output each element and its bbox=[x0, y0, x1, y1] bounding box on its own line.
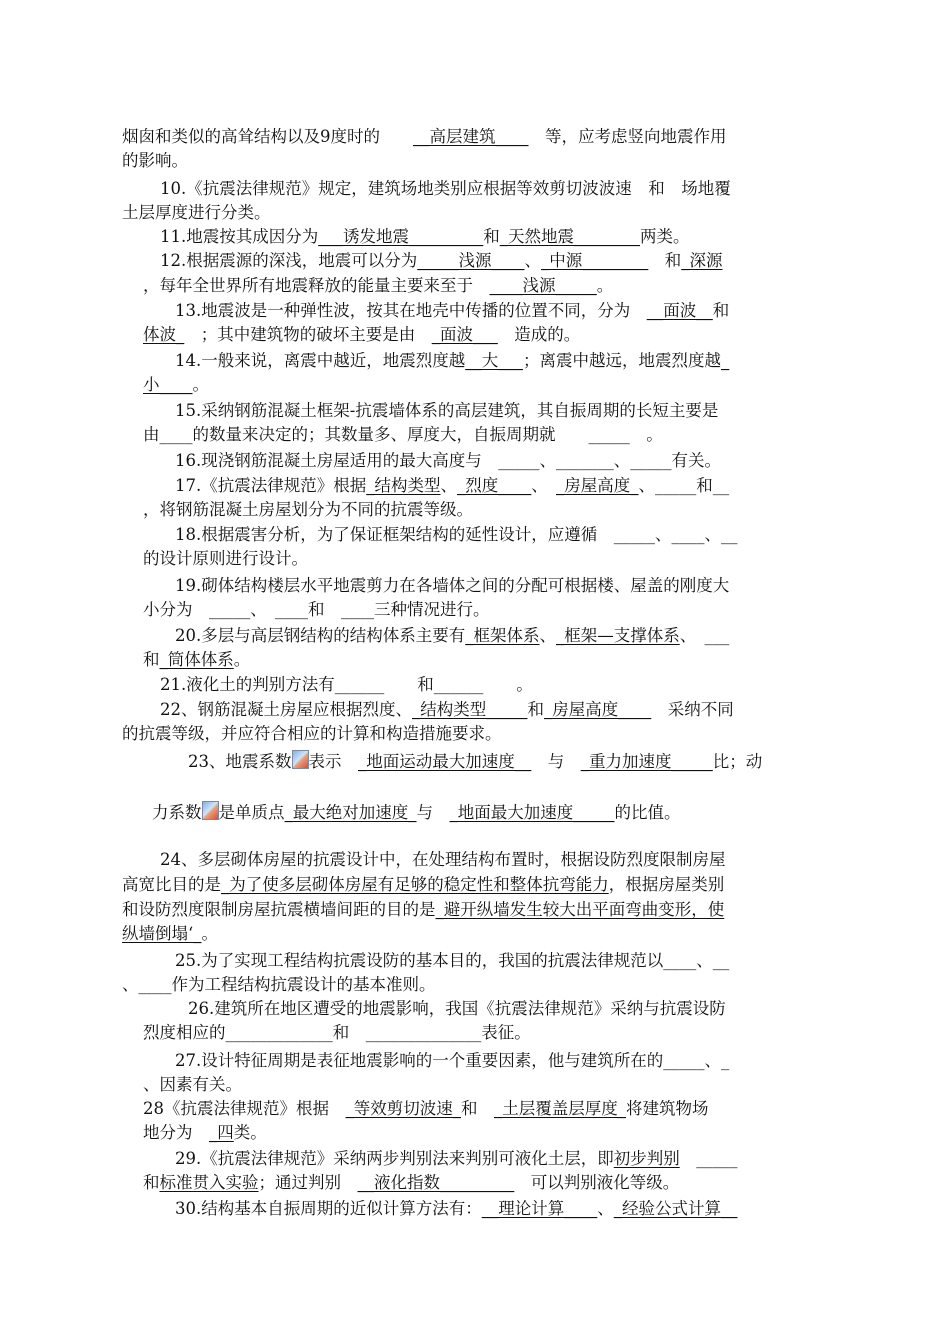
answer-blank: _____浅源____ bbox=[417, 251, 525, 270]
text-run: ，根据房屋类别 bbox=[608, 875, 725, 894]
text-run: 和 bbox=[143, 650, 160, 669]
answer-blank: __大___ bbox=[465, 351, 523, 370]
text-run: 两类。 bbox=[640, 227, 690, 246]
text-line bbox=[175, 399, 718, 423]
text-run: 10.《抗震法律规范》规定，建筑场地类别应根据等效剪切波波速 和 场地覆 bbox=[160, 179, 731, 198]
text-run: 、____作为工程结构抗震设计的基本准则。 bbox=[122, 975, 436, 994]
text-line bbox=[143, 547, 308, 571]
text-run: 和 bbox=[712, 301, 730, 320]
text-run: 24、多层砌体房屋的抗震设计中，在处理结构布置时，根据设防烈度限制房屋 bbox=[160, 850, 726, 869]
text-run: 比；动 bbox=[712, 752, 763, 771]
text-run: 力系数 bbox=[152, 803, 202, 822]
answer-blank: _房屋高度_ bbox=[556, 476, 639, 495]
formula-image-icon bbox=[292, 750, 309, 769]
text-run: 13.地震波是一种弹性波，按其在地壳中传播的位置不同，分为 bbox=[175, 301, 647, 320]
answer-blank: _重力加速度_____ bbox=[580, 752, 713, 771]
text-run: 与 bbox=[531, 752, 581, 771]
answer-blank: _天然地震________ bbox=[499, 227, 640, 246]
answer-blank: _烈度____ bbox=[457, 476, 532, 495]
text-line bbox=[143, 274, 613, 298]
text-line bbox=[143, 648, 250, 672]
text-run: 是单质点 bbox=[218, 803, 285, 822]
text-run: 。 bbox=[596, 276, 614, 295]
text-run: 28《抗震法律规范》根据 bbox=[143, 1099, 346, 1118]
text-run: 类。 bbox=[233, 1123, 267, 1142]
text-line bbox=[175, 474, 729, 498]
answer-blank: ____浅源_____ bbox=[489, 276, 597, 295]
text-run: 。 bbox=[192, 375, 209, 394]
text-run: 18.根据震害分析，为了保证框架结构的延性设计，应遵循 _____、____、__ bbox=[175, 525, 738, 544]
text-line bbox=[175, 523, 738, 547]
text-line bbox=[175, 949, 729, 973]
text-run: 烈度相应的_____________和 ______________表征。 bbox=[143, 1023, 531, 1042]
text-run: 与 bbox=[416, 803, 450, 822]
answer-blank: _筒体体系 bbox=[159, 650, 234, 669]
text-line bbox=[175, 1049, 729, 1073]
text-line bbox=[122, 898, 724, 922]
text-run: 等，应考虑竖向地震作用 bbox=[528, 127, 727, 146]
text-run: 、 bbox=[440, 476, 457, 495]
text-run: 和 bbox=[461, 1099, 494, 1118]
text-run: 、 bbox=[531, 476, 556, 495]
text-run: 30.结构基本自振周期的近似计算方法有： bbox=[175, 1199, 482, 1218]
text-line bbox=[143, 1021, 531, 1045]
text-run: 、 bbox=[539, 626, 556, 645]
text-run: 的抗震等级，并应符合相应的计算和构造措施要求。 bbox=[122, 724, 502, 743]
text-run: 和 bbox=[143, 1173, 160, 1192]
text-line bbox=[175, 624, 729, 648]
text-run: 的影响。 bbox=[122, 151, 188, 170]
text-run: 。 bbox=[233, 650, 251, 669]
text-run: 11.地震按其成因分为 bbox=[160, 227, 319, 246]
text-run: 和 bbox=[648, 251, 682, 270]
text-run: 将建筑物场 bbox=[626, 1099, 709, 1118]
text-line bbox=[160, 698, 734, 722]
text-run: 17.《抗震法律规范》根据 bbox=[175, 476, 367, 495]
answer-blank: _最大绝对加速度_ bbox=[284, 803, 417, 822]
text-run: 20.多层与高层钢结构的结构体系主要有 bbox=[175, 626, 466, 645]
answer-blank: _为了使多层砌体房屋有足够的稳定性和整体抗弯能力 bbox=[221, 875, 609, 894]
answer-blank: _结构类型_____ bbox=[412, 700, 528, 719]
answer-blank: 标准贯入实验 bbox=[159, 1173, 259, 1192]
text-line bbox=[143, 373, 209, 397]
text-line bbox=[122, 149, 188, 173]
answer-blank: _框架—支撑体系 bbox=[556, 626, 680, 645]
text-line bbox=[122, 922, 218, 946]
text-run: 、因素有关。 bbox=[143, 1075, 242, 1094]
text-run: 采纳不同 bbox=[651, 700, 734, 719]
text-run: 、 bbox=[524, 251, 541, 270]
text-run: ；离震中越远，地震烈度越 bbox=[523, 351, 721, 370]
text-run: 22、钢筋混凝土房屋应根据烈度、 bbox=[160, 700, 412, 719]
text-line bbox=[122, 973, 436, 997]
text-run: 表示 bbox=[308, 752, 358, 771]
text-run: ；通过判别 bbox=[258, 1173, 358, 1192]
answer-blank: _房屋高度____ bbox=[544, 700, 652, 719]
text-run: 12.根据震源的深浅，地震可以分为 bbox=[160, 251, 418, 270]
text-run: 和设防烈度限制房屋抗震横墙间距的目的是 bbox=[122, 900, 436, 919]
text-run: 和 bbox=[483, 227, 500, 246]
text-run: 可以判别液化等级。 bbox=[514, 1173, 680, 1192]
text-line bbox=[122, 201, 271, 225]
text-line bbox=[143, 1171, 679, 1195]
text-run: 高宽比目的是 bbox=[122, 875, 221, 894]
text-run: 的设计原则进行设计。 bbox=[143, 549, 308, 568]
answer-blank: 初步判别 bbox=[613, 1149, 680, 1168]
text-line bbox=[122, 722, 502, 746]
text-run: ，将钢筋混凝土房屋划分为不同的抗震等级。 bbox=[143, 500, 473, 519]
text-run: 15.采纳钢筋混凝土框架-抗震墙体系的高层建筑，其自振周期的长短主要是 bbox=[175, 401, 719, 420]
text-line bbox=[175, 349, 729, 373]
answer-blank: _地面最大加速度_____ bbox=[449, 803, 615, 822]
text-line bbox=[160, 249, 723, 273]
text-line bbox=[160, 673, 533, 697]
answer-blank: 体波_ bbox=[143, 325, 185, 344]
answer-blank: _地面运动最大加速度__ bbox=[358, 752, 532, 771]
text-run: 19.砌体结构楼层水平地震剪力在各墙体之间的分配可根据楼、屋盖的刚度大 bbox=[175, 576, 730, 595]
text-run: 16.现浇钢筋混凝土房屋适用的最大高度与 _____、_______、_____有关。 bbox=[175, 451, 721, 470]
text-line bbox=[143, 598, 490, 622]
text-run: ；其中建筑物的破坏主要是由 bbox=[184, 325, 432, 344]
text-line bbox=[188, 750, 762, 774]
answer-blank: _四 bbox=[209, 1123, 234, 1142]
text-run: 土层厚度进行分类。 bbox=[122, 203, 271, 222]
answer-blank: _ bbox=[721, 351, 730, 370]
answer-blank: _中源________ bbox=[541, 251, 649, 270]
text-line bbox=[160, 225, 690, 249]
answer-blank: 小____ bbox=[143, 375, 193, 394]
answer-blank: __高层建筑____ bbox=[413, 127, 529, 146]
answer-blank: _土层覆盖层厚度_ bbox=[494, 1099, 626, 1118]
text-run: ，每年全世界所有地震释放的能量主要来至于 bbox=[143, 276, 490, 295]
text-line bbox=[175, 574, 729, 598]
text-run: 21.液化土的判别方法有______ 和______ 。 bbox=[160, 675, 533, 694]
text-line bbox=[175, 1197, 738, 1221]
answer-blank: _面波___ bbox=[431, 325, 498, 344]
text-run: _____ bbox=[679, 1149, 738, 1168]
text-line bbox=[175, 449, 721, 473]
answer-blank: 纵墙倒塌‘_ bbox=[122, 924, 202, 943]
text-run: 。 bbox=[201, 924, 218, 943]
text-run: 小分为 _____、 ____和 ____三种情况进行。 bbox=[143, 600, 490, 619]
text-line bbox=[175, 299, 729, 323]
text-line bbox=[143, 1121, 267, 1145]
text-line bbox=[143, 423, 663, 447]
text-run: 和 bbox=[527, 700, 544, 719]
text-line bbox=[143, 323, 580, 347]
answer-blank: _避开纵墙发生较大出平面弯曲变形，使 bbox=[435, 900, 725, 919]
text-run: 烟囱和类似的高耸结构以及9度时的 bbox=[122, 127, 413, 146]
text-line bbox=[143, 498, 473, 522]
answer-blank: __液化指数_________ bbox=[357, 1173, 515, 1192]
answer-blank: __理论计算____ bbox=[481, 1199, 598, 1218]
text-line bbox=[122, 873, 724, 897]
answer-blank: _框架体系 bbox=[465, 626, 540, 645]
text-line bbox=[160, 848, 726, 872]
text-run: 26.建筑所在地区遭受的地震影响，我国《抗震法律规范》采纳与抗震设防 bbox=[188, 999, 726, 1018]
text-run: 23、地震系数 bbox=[188, 752, 292, 771]
text-line bbox=[175, 1147, 738, 1171]
answer-blank: _深源 bbox=[681, 251, 723, 270]
text-run: 的比值。 bbox=[614, 803, 681, 822]
text-run: 由____的数量来决定的；其数量多、厚度大，自振周期就 _____ 。 bbox=[143, 425, 663, 444]
text-run: 29.《抗震法律规范》采纳两步判别法来判别可液化土层，即 bbox=[175, 1149, 614, 1168]
text-line bbox=[122, 125, 727, 149]
text-run: 25.为了实现工程结构抗震设防的基本目的，我国的抗震法律规范以____、__ bbox=[175, 951, 730, 970]
text-run: 27.设计特征周期是表征地震影响的一个重要因素，他与建筑所在的_____、_ bbox=[175, 1051, 730, 1070]
text-run: 、 bbox=[597, 1199, 614, 1218]
text-line bbox=[143, 1097, 709, 1121]
text-line bbox=[188, 997, 726, 1021]
text-run: 地分为 bbox=[143, 1123, 209, 1142]
text-run: 、 ___ bbox=[679, 626, 730, 645]
text-run: 14.一般来说，离震中越近，地震烈度越 bbox=[175, 351, 466, 370]
answer-blank: _结构类型 bbox=[366, 476, 441, 495]
text-run: 、_____和__ bbox=[638, 476, 730, 495]
text-run: 造成的。 bbox=[497, 325, 581, 344]
text-line bbox=[160, 177, 731, 201]
answer-blank: _等效剪切波速_ bbox=[345, 1099, 461, 1118]
answer-blank: _经验公式计算__ bbox=[613, 1199, 738, 1218]
answer-blank: ___诱发地震_________ bbox=[318, 227, 484, 246]
text-line bbox=[143, 1073, 242, 1097]
answer-blank: __面波__ bbox=[646, 301, 713, 320]
text-line bbox=[152, 801, 681, 825]
formula-image-icon bbox=[202, 801, 219, 820]
